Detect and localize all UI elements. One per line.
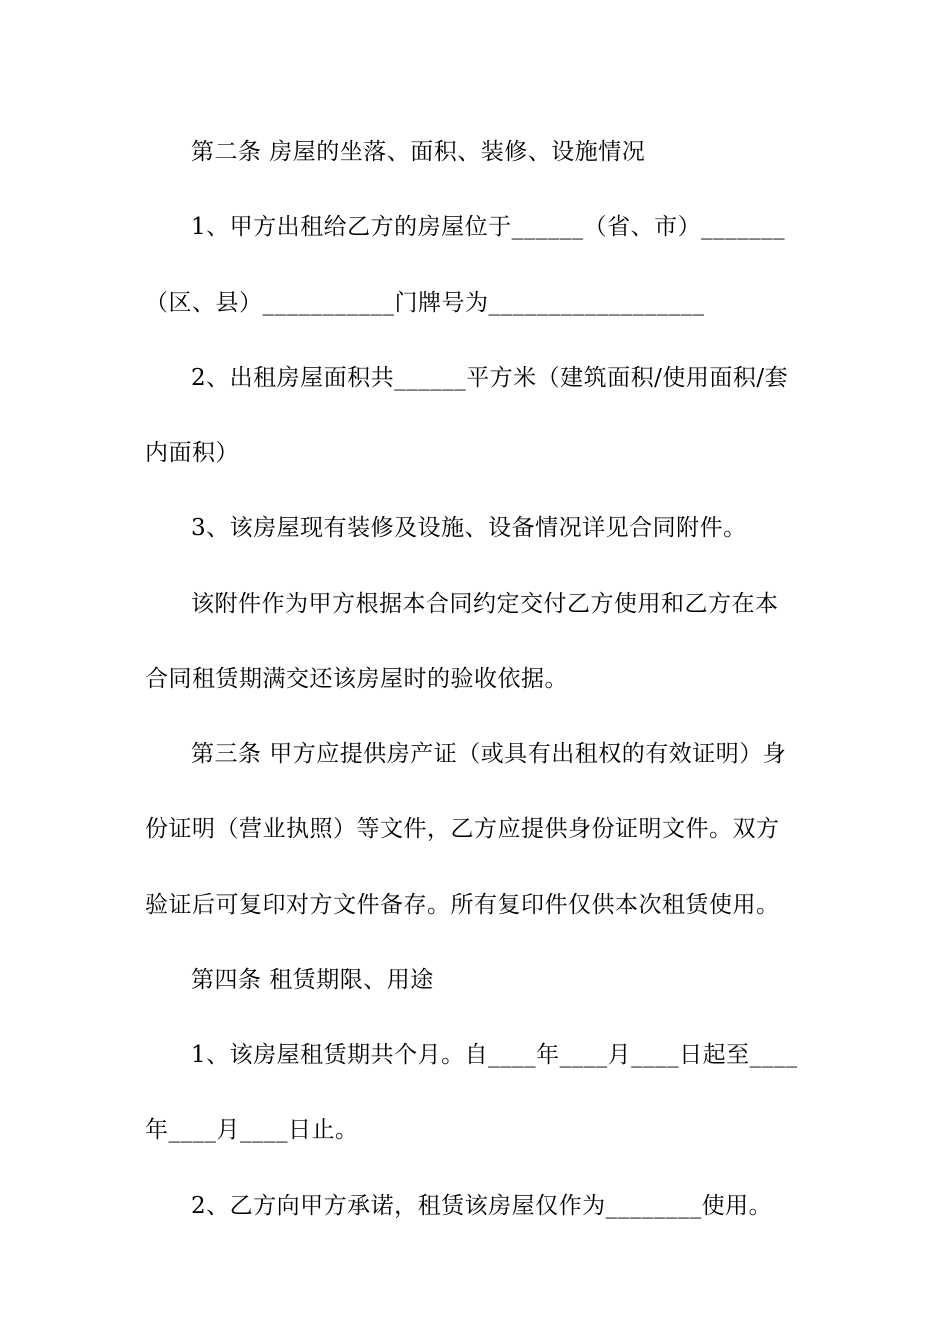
article-4-item-1-line-1: 1、该房屋租赁期共个月。自____年____月____日起至____ (191, 1042, 798, 1068)
article-2-item-1-line-1: 1、甲方出租给乙方的房屋位于______（省、市）_______ (191, 214, 786, 240)
article-2-heading: 第二条 房屋的坐落、面积、装修、设施情况 (191, 139, 646, 165)
appendix-paragraph-line-2: 合同租赁期满交还该房屋时的验收依据。 (145, 666, 568, 692)
article-4-item-1-line-2: 年____月____日止。 (145, 1117, 359, 1143)
article-4-item-2: 2、乙方向甲方承诺，租赁该房屋仅作为________使用。 (191, 1193, 773, 1219)
article-4-heading: 第四条 租赁期限、用途 (191, 967, 434, 993)
article-3-line-2: 份证明（营业执照）等文件，乙方应提供身份证明文件。双方 (145, 816, 780, 842)
article-3-line-1: 第三条 甲方应提供房产证（或具有出租权的有效证明）身 (191, 741, 787, 767)
article-2-item-1-line-2: （区、县）___________门牌号为__________________ (145, 290, 705, 316)
article-3-line-3: 验证后可复印对方文件备存。所有复印件仅供本次租赁使用。 (145, 892, 780, 918)
article-2-item-3: 3、该房屋现有装修及设施、设备情况详见合同附件。 (191, 515, 747, 541)
article-2-item-2-line-1: 2、出租房屋面积共______平方米（建筑面积/使用面积/套 (191, 365, 789, 391)
article-2-item-2-line-2: 内面积） (145, 440, 239, 466)
appendix-paragraph-line-1: 该附件作为甲方根据本合同约定交付乙方使用和乙方在本 (191, 591, 779, 617)
